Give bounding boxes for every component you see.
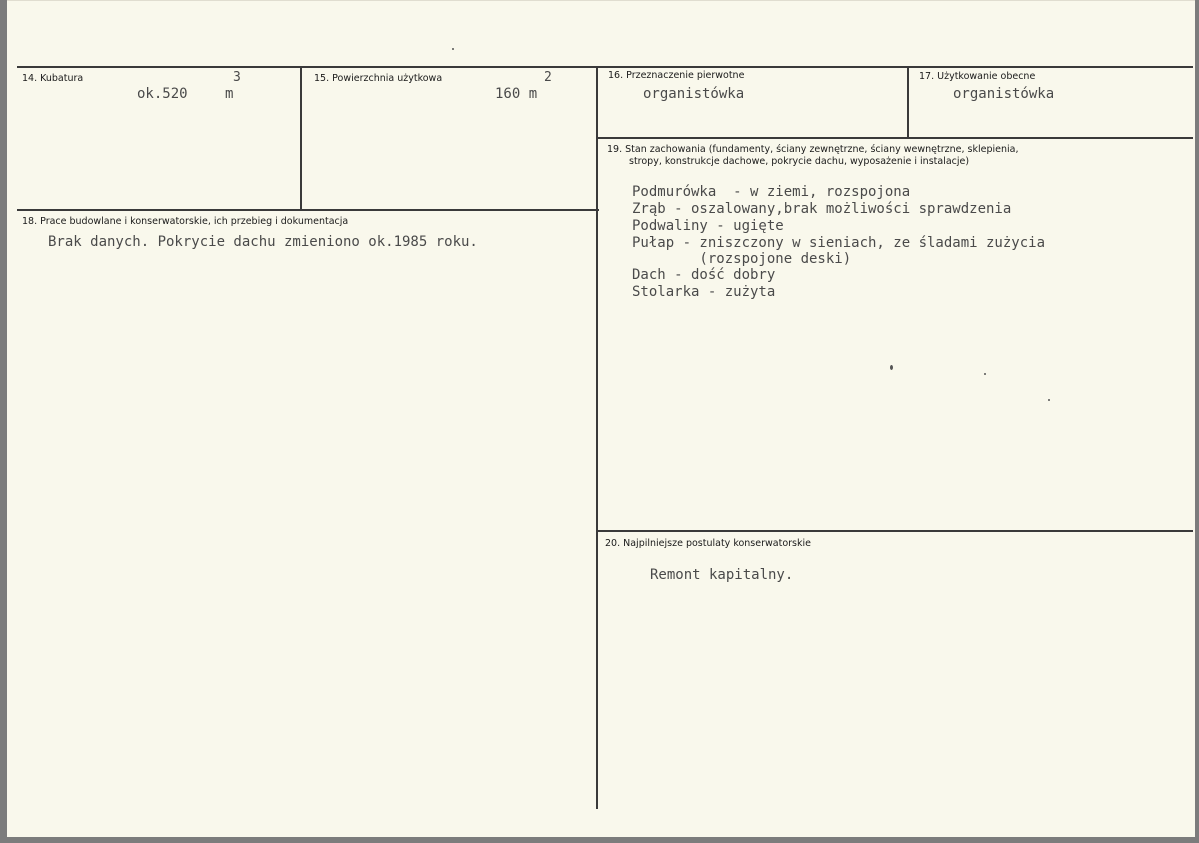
section-18-label: 18. Prace budowlane i konserwatorskie, ich przebieg i dokumentacja [22, 216, 349, 227]
section-16-label: 16. Przeznaczenie pierwotne [608, 70, 745, 81]
condition-line: Podmurówka - w ziemi, rozspojona [632, 184, 911, 200]
section-18-value: Brak danych. Pokrycie dachu zmieniono ok.1985 roku. [48, 234, 478, 250]
rule-below-16-17 [598, 137, 1193, 139]
section-17-label: 17. Użytkowanie obecne [919, 71, 1036, 82]
condition-line: Stolarka - zużyta [632, 284, 776, 300]
section-19-label-line2: stropy, konstrukcje dachowe, pokrycie dachu, wyposażenie i instalacje) [629, 156, 970, 167]
section-14-label: 14. Kubatura [22, 73, 84, 84]
section-16-value: organistówka [643, 86, 745, 102]
paper-speck [1048, 399, 1050, 401]
section-19-label-line1: 19. Stan zachowania (fundamenty, ściany zewnętrzne, ściany wewnętrzne, sklepienia, [607, 144, 1019, 155]
section-20-label: 20. Najpilniejsze postulaty konserwatorskie [605, 538, 811, 549]
section-17-value: organistówka [953, 86, 1055, 102]
section-15-label: 15. Powierzchnia użytkowa [314, 73, 443, 84]
record-card [7, 0, 1195, 837]
section-14-unit: m [225, 86, 234, 102]
paper-speck [452, 48, 454, 50]
top-rule [17, 66, 1193, 68]
condition-line: Pułap - zniszczony w sieniach, ze śladami zużycia [632, 235, 1046, 251]
center-divider [596, 67, 598, 809]
condition-line: (rozspojone deski) [632, 251, 852, 267]
condition-line: Podwaliny - ugięte [632, 218, 784, 234]
condition-line: Zrąb - oszalowany,brak możliwości sprawdzenia [632, 201, 1012, 217]
section-15-exponent: 2 [544, 70, 552, 85]
paper-speck [890, 365, 893, 370]
divider-14-15 [300, 67, 302, 211]
section-14-exponent: 3 [233, 70, 241, 85]
rule-below-19 [598, 530, 1193, 532]
condition-line: Dach - dość dobry [632, 267, 776, 283]
section-14-value: ok.520 [137, 86, 188, 102]
section-15-value: 160 m [495, 86, 538, 102]
paper-speck [984, 373, 986, 375]
divider-16-17 [907, 67, 909, 139]
section-20-value: Remont kapitalny. [650, 567, 794, 583]
rule-below-14-15 [17, 209, 599, 211]
